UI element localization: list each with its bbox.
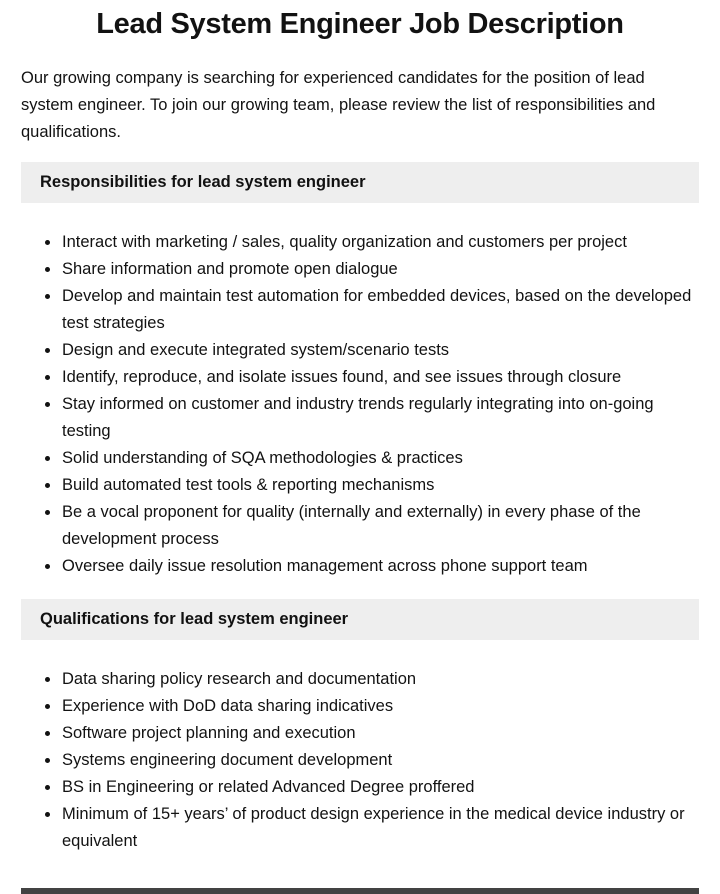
responsibility-list-item: • Stay informed on customer and industry trends regularly integrating into on-going testing: [61, 391, 699, 445]
next-section-partial-bar: [21, 888, 699, 894]
section-responsibilities: [21, 162, 699, 580]
responsibility-list-item: • Be a vocal proponent for quality (internally and externally) in every phase of the development process: [61, 499, 699, 553]
qualification-list-item: • Minimum of 15+ years’ of product design experience in the medical device industry or equivalent: [61, 801, 699, 855]
responsibility-list-item: • Design and execute integrated system/scenario tests: [61, 337, 699, 364]
qualifications-list: [21, 666, 699, 855]
section-qualifications: [21, 599, 699, 855]
qualification-list-item: • Data sharing policy research and documentation: [61, 666, 699, 693]
responsibilities-section-heading: Responsibilities for lead system engineer: [40, 173, 366, 191]
responsibilities-list: [21, 229, 699, 580]
qualification-list-item: • Systems engineering document development: [61, 747, 699, 774]
qualification-list-item: • BS in Engineering or related Advanced Degree proffered: [61, 774, 699, 801]
responsibility-list-item: • Solid understanding of SQA methodologies & practices: [61, 445, 699, 472]
responsibility-list-item: • Build automated test tools & reporting mechanisms: [61, 472, 699, 499]
responsibility-list-item: • Interact with marketing / sales, quality organization and customers per project: [61, 229, 699, 256]
responsibility-list-item: • Share information and promote open dialogue: [61, 256, 699, 283]
responsibility-list-item: • Develop and maintain test automation for embedded devices, based on the developed test strategies: [61, 283, 699, 337]
qualification-list-item: • Experience with DoD data sharing indicatives: [61, 693, 699, 720]
responsibilities-section-header: [21, 162, 699, 203]
qualification-list-item: • Software project planning and execution: [61, 720, 699, 747]
intro-paragraph: Our growing company is searching for experienced candidates for the position of lead system engineer. To join our growing team, please review the list of responsibilities and qualifications.: [21, 69, 656, 141]
responsibility-list-item: • Identify, reproduce, and isolate issues found, and see issues through closure: [61, 364, 699, 391]
qualifications-section-heading: Qualifications for lead system engineer: [40, 610, 349, 628]
qualifications-section-header: [21, 599, 699, 640]
page-title: Lead System Engineer Job Description: [96, 8, 624, 40]
responsibility-list-item: • Oversee daily issue resolution management across phone support team: [61, 553, 699, 580]
